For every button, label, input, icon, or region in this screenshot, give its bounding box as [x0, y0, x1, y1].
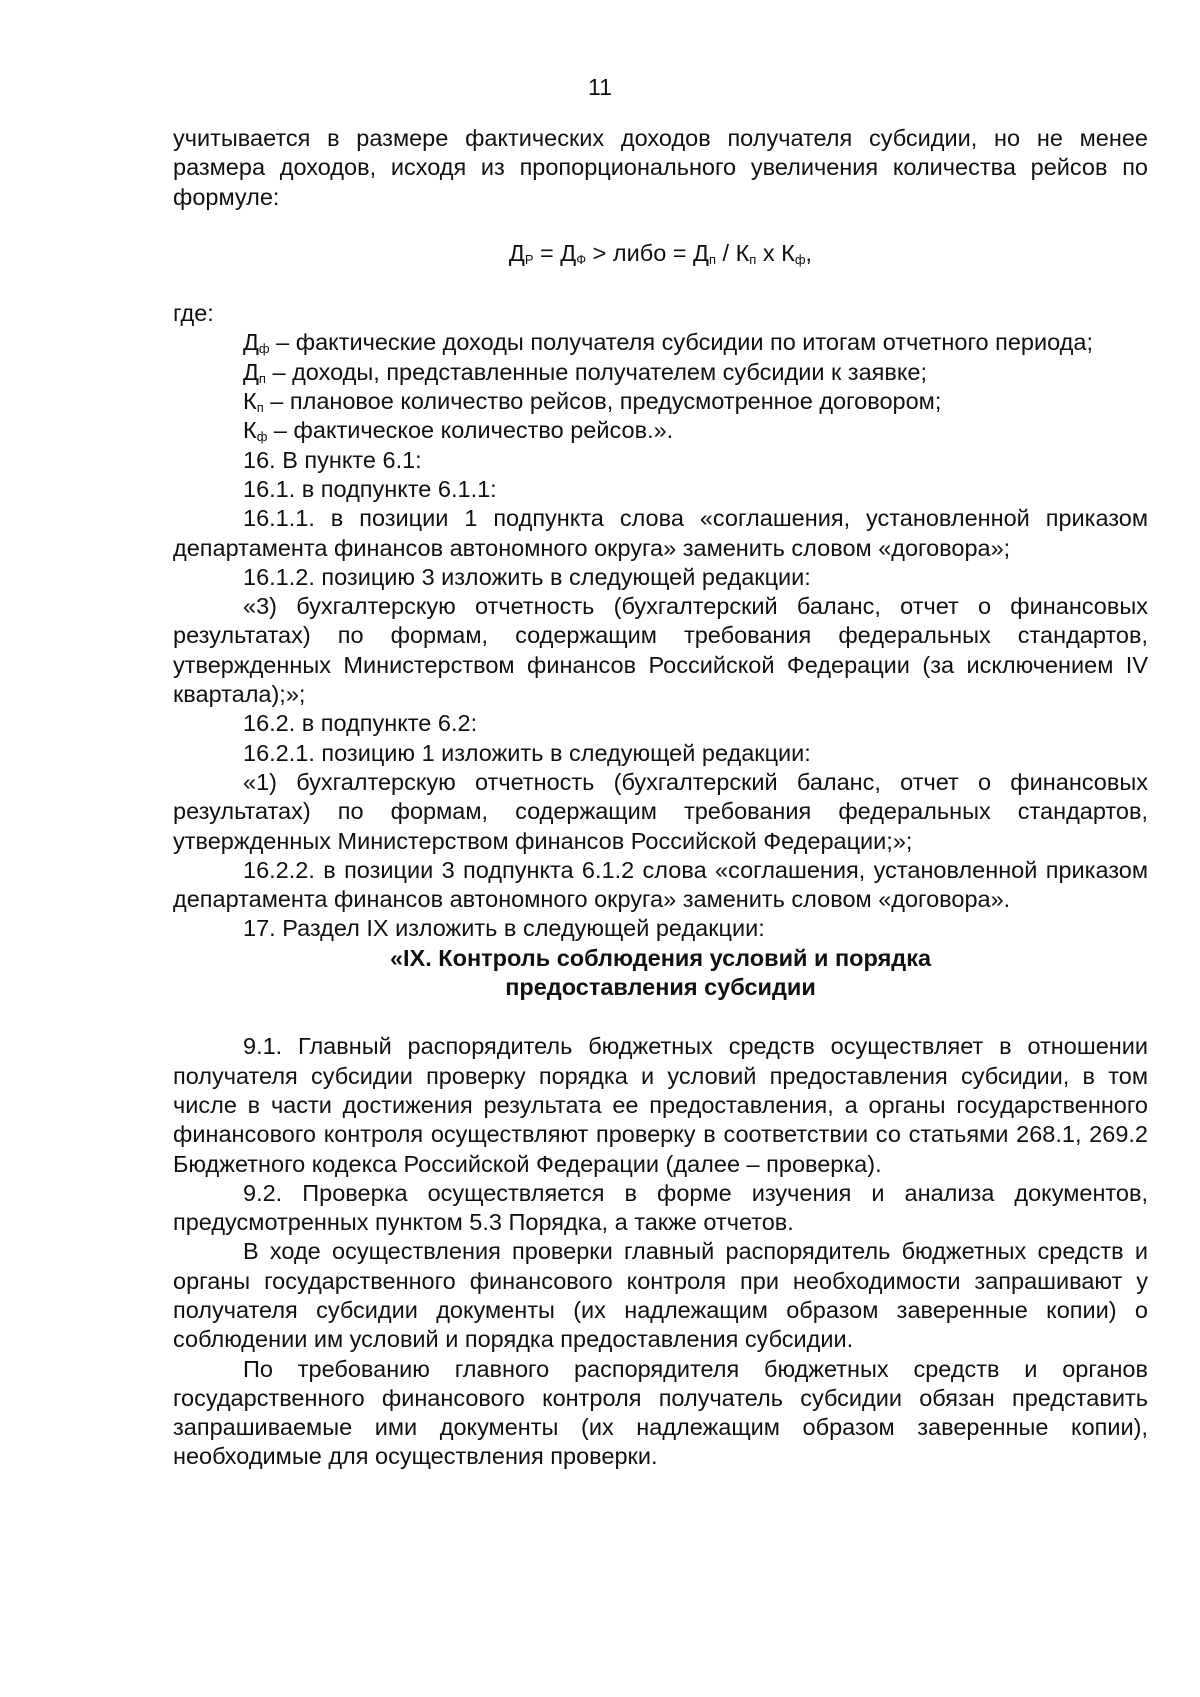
amendment-paragraph: «3) бухгалтерскую отчетность (бухгалтерский баланс, отчет о финансовых результатах) по формам, содержащим требования федеральных стандартов, утвержденных Министерством финансов Российской Федерации (за исключением IV квартала);»; — [173, 593, 1148, 708]
section-paragraph: 9.1. Главный распорядитель бюджетных средств осуществляет в отношении получателя субсидии проверку порядка и условий предоставления субсидии, в том числе в части достижения результата ее предоставления, а органы государственного финансового контроля осуществляют проверку в соответствии со статьями 268.1, 269.2 Бюджетного кодекса Российской Федерации (далее – проверка). — [173, 1033, 1148, 1177]
amendment-paragraph: 16. В пункте 6.1: — [243, 446, 422, 473]
amendment-paragraph: 16.2. в подпункте 6.2: — [243, 710, 478, 737]
section-heading-line: предоставления субсидии — [505, 974, 816, 1001]
intro-paragraph: учитывается в размере фактических доходов получателя субсидии, но не менее размера доходов, исходя из пропорционального увеличения количества рейсов по формуле: — [173, 125, 1148, 210]
page-number: 11 — [588, 74, 612, 100]
amendment-paragraph: 17. Раздел IX изложить в следующей редакции: — [243, 915, 765, 942]
amendment-paragraph: 16.2.2. в позиции 3 подпункта 6.1.2 слова «соглашения, установленной приказом департамента финансов автономного округа» заменить словом «договора». — [173, 856, 1148, 913]
amendment-paragraph: 16.1.1. в позиции 1 подпункта слова «соглашения, установленной приказом департамента финансов автономного округа» заменить словом «договора»; — [173, 505, 1148, 561]
section-paragraph: В ходе осуществления проверки главный распорядитель бюджетных средств и органы государственного финансового контроля при необходимости запрашивают у получателя субсидии документы (их надлежащим образом заверенные копии) о соблюдении им условий и порядка предоставления субсидии. — [173, 1238, 1148, 1353]
section-paragraph: 9.2. Проверка осуществляется в форме изучения и анализа документов, предусмотренных пунктом 5.3 Порядка, а также отчетов. — [173, 1179, 1148, 1236]
section-heading-line: «IX. Контроль соблюдения условий и порядка — [389, 944, 932, 971]
amendment-paragraph: 16.1.2. позицию 3 изложить в следующей редакции: — [243, 563, 811, 590]
amendment-paragraph: 16.2.1. позицию 1 изложить в следующей редакции: — [243, 739, 811, 766]
section-paragraph: По требованию главного распорядителя бюджетных средств и органов государственного финансового контроля получатель субсидии обязан представить запрашиваемые ими документы (их надлежащим образом заверенные копии), необходимые для осуществления проверки. — [173, 1355, 1148, 1470]
definition-item: $Д_ф$ – фактические доходы получателя субсидии по итогам отчетного периода; — [243, 329, 1093, 357]
definition-item: $К_п$ – плановое количество рейсов, предусмотренное договором; — [243, 388, 942, 416]
definition-item: $К_ф$ – фактическое количество рейсов.». — [243, 417, 674, 445]
definition-item: $Д_п$ – доходы, представленные получателем субсидии к заявке; — [243, 358, 927, 386]
where-label: где: — [173, 300, 214, 327]
formula: $Д_Р = Д_Ф$ > либо = $Д_п / К_п$ х $К_ф$, — [508, 239, 813, 267]
amendment-paragraph: «1) бухгалтерскую отчетность (бухгалтерский баланс, отчет о финансовых результатах) по формам, содержащим требования федеральных стандартов, утвержденных Министерством финансов Российской Федерации;»; — [173, 768, 1148, 854]
amendment-paragraph: 16.1. в подпункте 6.1.1: — [243, 475, 497, 502]
document-body — [173, 124, 1148, 1472]
section-heading — [173, 944, 1148, 1003]
